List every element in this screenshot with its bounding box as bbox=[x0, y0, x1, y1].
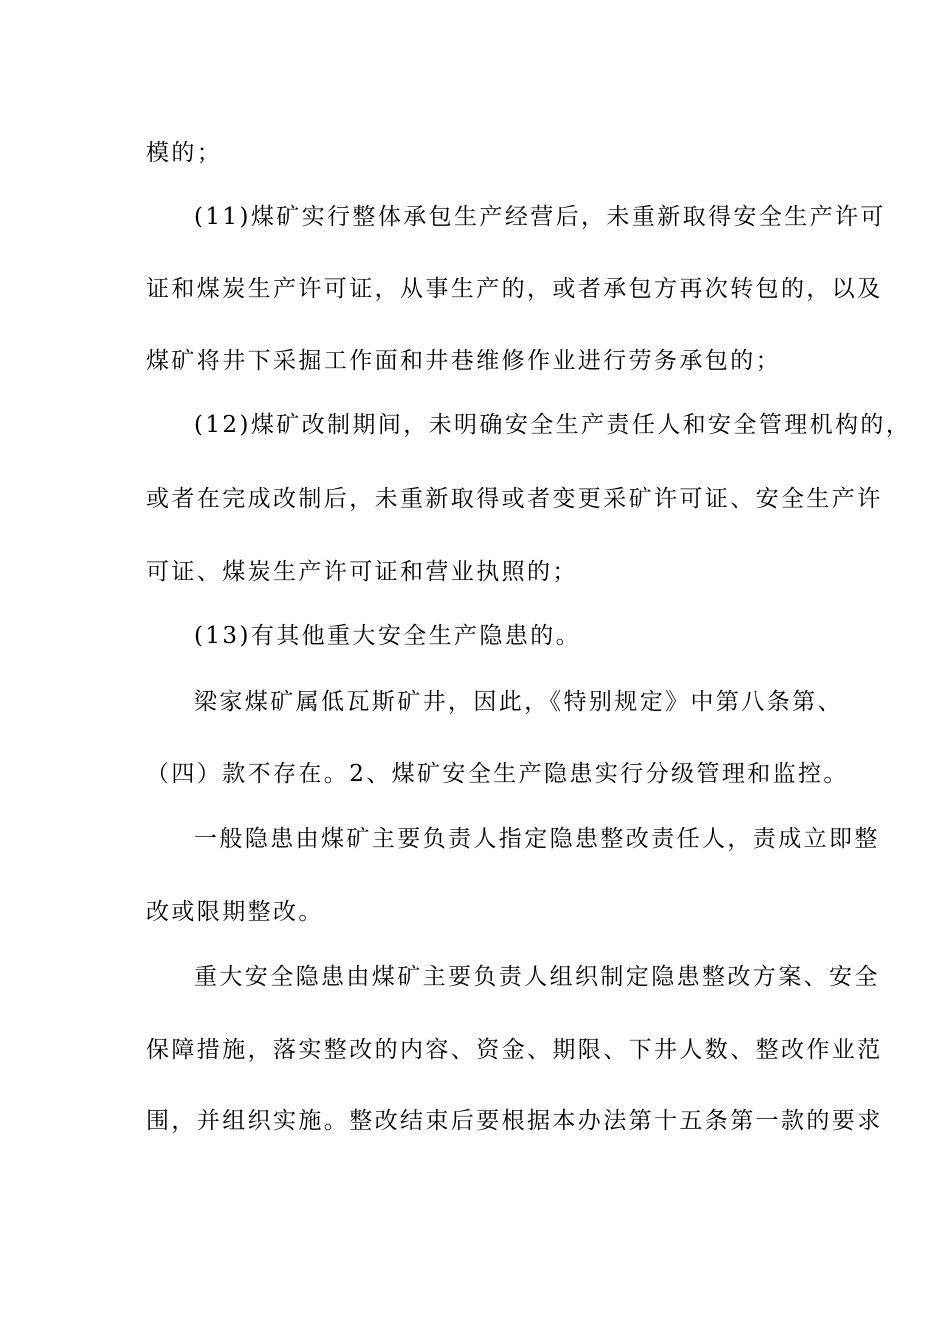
text-line: 模的； bbox=[146, 140, 223, 166]
text-line: 或者在完成改制后，未重新取得或者变更采矿许可证、安全生产许 bbox=[146, 486, 883, 512]
text-line: 围，并组织实施。整改结束后要根据本办法第十五条第一款的要求 bbox=[146, 1108, 883, 1134]
text-line: 证和煤炭生产许可证，从事生产的，或者承包方再次转包的，以及 bbox=[146, 276, 883, 302]
text-line: 保障措施，落实整改的内容、资金、期限、下井人数、整改作业范 bbox=[146, 1037, 883, 1063]
text-line: (12)煤矿改制期间，未明确安全生产责任人和安全管理机构的， bbox=[194, 412, 912, 438]
text-line: （四）款不存在。2、煤矿安全生产隐患实行分级管理和监控。 bbox=[146, 761, 849, 787]
text-line: 一般隐患由煤矿主要负责人指定隐患整改责任人，责成立即整 bbox=[194, 826, 880, 852]
text-line: (13)有其他重大安全生产隐患的。 bbox=[194, 623, 582, 649]
text-line: (11)煤矿实行整体承包生产经营后，未重新取得安全生产许可 bbox=[194, 204, 886, 230]
text-line: 煤矿将井下采掘工作面和井巷维修作业进行劳务承包的； bbox=[146, 348, 781, 374]
text-line: 梁家煤矿属低瓦斯矿井，因此，《特别规定》中第八条第、 bbox=[194, 689, 843, 715]
text-line: 重大安全隐患由煤矿主要负责人组织制定隐患整改方案、安全 bbox=[194, 964, 880, 990]
text-line: 可证、煤炭生产许可证和营业执照的； bbox=[146, 559, 578, 585]
text-line: 改或限期整改。 bbox=[146, 899, 324, 925]
